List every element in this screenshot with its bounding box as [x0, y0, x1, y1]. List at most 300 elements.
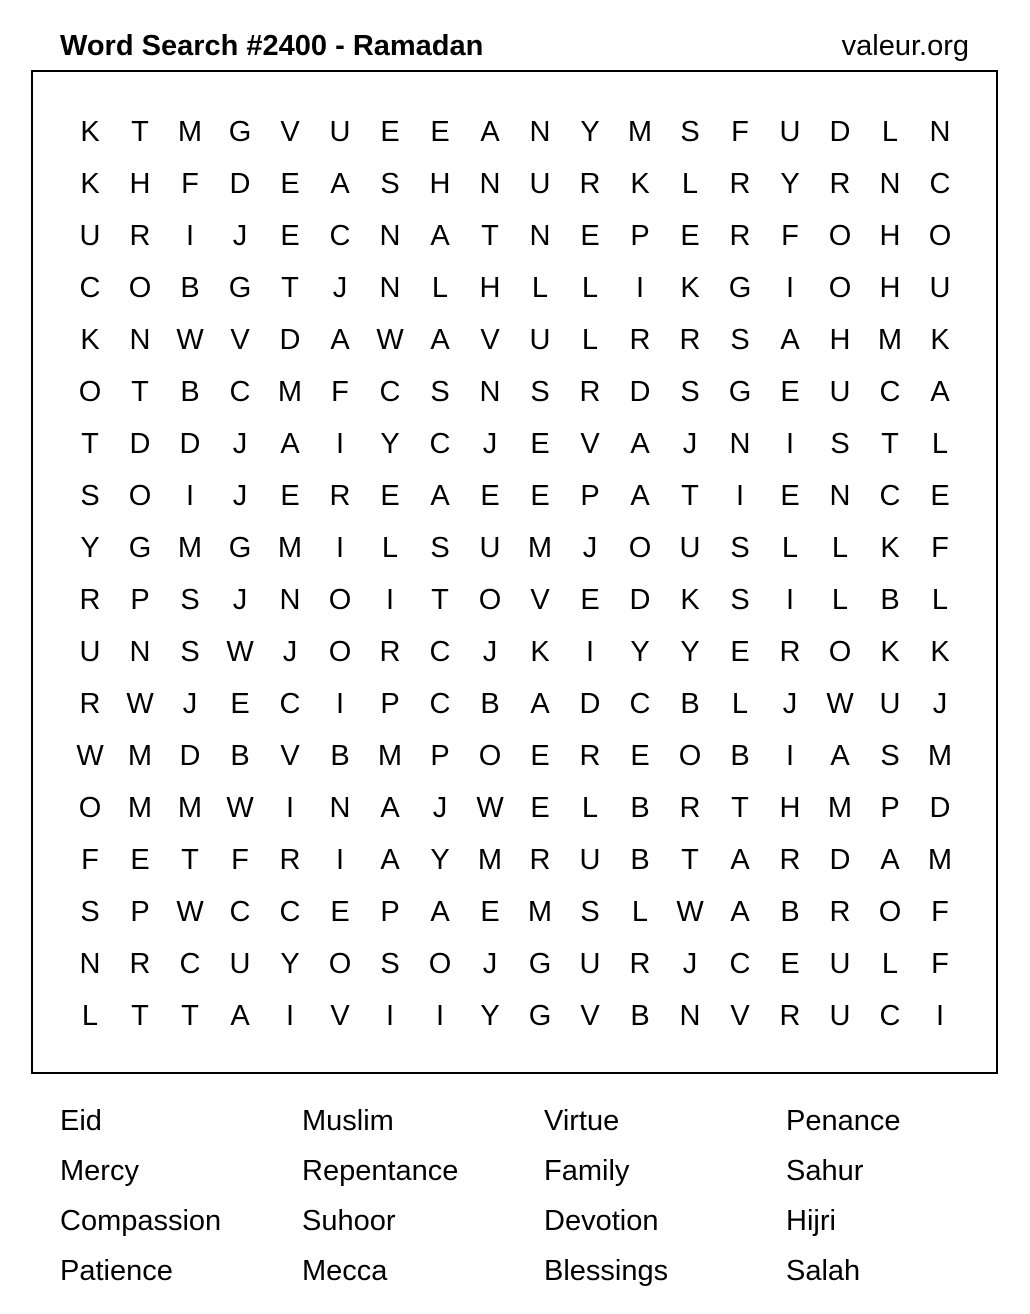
grid-letter: L [531, 272, 549, 304]
word-list-item: Muslim [302, 1105, 394, 1137]
grid-letter: M [177, 792, 203, 824]
grid-letter: T [181, 1000, 199, 1032]
grid-letter: D [579, 688, 601, 720]
grid-letter: P [380, 688, 400, 720]
grid-letter: Y [430, 844, 450, 876]
grid-letter: C [279, 688, 301, 720]
grid-letter: V [230, 324, 250, 356]
letter-grid [65, 106, 965, 1042]
grid-letter: V [280, 116, 300, 148]
grid-letter: M [277, 376, 303, 408]
grid-letter: Y [380, 428, 400, 460]
grid-letter: C [179, 948, 201, 980]
grid-letter: A [430, 480, 450, 512]
grid-letter: W [676, 896, 704, 928]
grid-letter: O [328, 636, 352, 668]
grid-letter: P [630, 220, 650, 252]
grid-letter: E [280, 168, 300, 200]
grid-letter: S [430, 532, 450, 564]
grid-letter: W [476, 792, 504, 824]
grid-letter: A [930, 376, 950, 408]
grid-letter: T [881, 428, 899, 460]
word-list-item: Mercy [60, 1155, 139, 1187]
grid-letter: E [780, 480, 800, 512]
grid-letter: M [127, 740, 153, 772]
grid-letter: C [879, 480, 901, 512]
grid-letter: A [380, 792, 400, 824]
grid-letter: Y [780, 168, 800, 200]
grid-letter: K [930, 636, 950, 668]
grid-letter: E [530, 480, 550, 512]
grid-letter: H [129, 168, 151, 200]
grid-letter: R [829, 168, 851, 200]
grid-letter: O [828, 272, 852, 304]
grid-letter: T [131, 116, 149, 148]
grid-letter: Y [580, 116, 600, 148]
grid-letter: I [435, 1000, 445, 1032]
grid-letter: A [730, 844, 750, 876]
grid-letter: R [529, 844, 551, 876]
grid-letter: S [680, 376, 700, 408]
grid-letter: P [130, 584, 150, 616]
grid-letter: G [528, 1000, 552, 1032]
grid-letter: J [432, 792, 448, 824]
grid-letter: U [829, 948, 851, 980]
grid-letter: M [527, 896, 553, 928]
grid-letter: L [581, 792, 599, 824]
grid-letter: K [880, 532, 900, 564]
word-list-item: Family [544, 1155, 630, 1187]
grid-letter: I [385, 584, 395, 616]
grid-letter: R [579, 740, 601, 772]
grid-letter: C [729, 948, 751, 980]
grid-letter: R [679, 324, 701, 356]
grid-letter: T [281, 272, 299, 304]
grid-letter: J [232, 584, 248, 616]
grid-letter: T [131, 1000, 149, 1032]
grid-letter: A [730, 896, 750, 928]
grid-letter: R [779, 844, 801, 876]
grid-letter: N [379, 220, 401, 252]
grid-letter: F [81, 844, 99, 876]
grid-letter: N [929, 116, 951, 148]
grid-letter: J [482, 428, 498, 460]
grid-letter: I [785, 272, 795, 304]
grid-letter: I [785, 584, 795, 616]
grid-letter: I [335, 844, 345, 876]
grid-letter: R [579, 376, 601, 408]
grid-letter: U [929, 272, 951, 304]
grid-letter: A [830, 740, 850, 772]
grid-letter: K [80, 168, 100, 200]
grid-letter: Y [80, 532, 100, 564]
grid-letter: J [232, 220, 248, 252]
grid-letter: C [879, 1000, 901, 1032]
grid-letter: A [380, 844, 400, 876]
grid-letter: T [681, 480, 699, 512]
grid-letter: F [931, 948, 949, 980]
grid-letter: U [79, 220, 101, 252]
grid-letter: U [529, 324, 551, 356]
grid-letter: C [229, 376, 251, 408]
grid-letter: I [935, 1000, 945, 1032]
word-list-item: Virtue [544, 1105, 620, 1137]
grid-letter: F [931, 896, 949, 928]
grid-letter: I [385, 1000, 395, 1032]
grid-letter: S [80, 896, 100, 928]
grid-letter: K [630, 168, 650, 200]
word-list-item: Salah [786, 1255, 861, 1287]
grid-letter: I [285, 1000, 295, 1032]
grid-letter: U [79, 636, 101, 668]
word-list-item: Sahur [786, 1155, 864, 1187]
grid-letter: G [128, 532, 152, 564]
grid-letter: F [181, 168, 199, 200]
grid-letter: J [932, 688, 948, 720]
grid-letter: S [680, 116, 700, 148]
grid-letter: I [185, 220, 195, 252]
grid-letter: B [780, 896, 800, 928]
grid-letter: L [631, 896, 649, 928]
grid-letter: J [782, 688, 798, 720]
grid-letter: B [480, 688, 500, 720]
grid-letter: A [480, 116, 500, 148]
grid-letter: H [829, 324, 851, 356]
grid-letter: S [180, 636, 200, 668]
grid-letter: N [79, 948, 101, 980]
grid-letter: T [481, 220, 499, 252]
grid-letter: C [429, 688, 451, 720]
grid-letter: I [335, 688, 345, 720]
grid-letter: O [78, 792, 102, 824]
grid-letter: V [580, 428, 600, 460]
grid-letter: D [229, 168, 251, 200]
grid-letter: A [280, 428, 300, 460]
grid-letter: J [482, 636, 498, 668]
grid-letter: E [530, 792, 550, 824]
grid-letter: S [430, 376, 450, 408]
grid-letter: O [828, 636, 852, 668]
grid-letter: G [228, 272, 252, 304]
grid-letter: F [731, 116, 749, 148]
grid-letter: J [182, 688, 198, 720]
grid-letter: B [680, 688, 700, 720]
grid-letter: N [129, 636, 151, 668]
grid-letter: J [232, 428, 248, 460]
grid-letter: E [630, 740, 650, 772]
grid-letter: A [780, 324, 800, 356]
grid-letter: M [377, 740, 403, 772]
word-list-item: Blessings [544, 1255, 669, 1287]
grid-letter: Y [280, 948, 300, 980]
grid-letter: L [781, 532, 799, 564]
grid-letter: U [829, 376, 851, 408]
grid-letter: D [629, 376, 651, 408]
grid-letter: O [478, 584, 502, 616]
grid-letter: M [177, 116, 203, 148]
grid-letter: F [331, 376, 349, 408]
grid-letter: V [730, 1000, 750, 1032]
grid-letter: S [580, 896, 600, 928]
grid-letter: I [785, 740, 795, 772]
grid-letter: W [76, 740, 104, 772]
grid-letter: C [229, 896, 251, 928]
grid-letter: N [479, 376, 501, 408]
grid-letter: S [180, 584, 200, 616]
word-list-item: Eid [60, 1105, 102, 1137]
grid-letter: O [628, 532, 652, 564]
grid-letter: P [580, 480, 600, 512]
grid-letter: L [581, 272, 599, 304]
grid-letter: O [828, 220, 852, 252]
grid-letter: R [129, 220, 151, 252]
word-list [60, 1096, 986, 1296]
letter-grid-frame [31, 70, 998, 1074]
grid-letter: R [729, 220, 751, 252]
grid-letter: A [430, 220, 450, 252]
grid-letter: C [379, 376, 401, 408]
grid-letter: A [430, 324, 450, 356]
grid-letter: B [230, 740, 250, 772]
grid-letter: N [829, 480, 851, 512]
grid-letter: U [529, 168, 551, 200]
grid-letter: D [279, 324, 301, 356]
grid-letter: L [931, 584, 949, 616]
grid-letter: F [231, 844, 249, 876]
grid-letter: K [930, 324, 950, 356]
grid-letter: O [878, 896, 902, 928]
grid-letter: U [329, 116, 351, 148]
grid-letter: B [330, 740, 350, 772]
grid-letter: M [627, 116, 653, 148]
grid-letter: P [380, 896, 400, 928]
grid-letter: K [680, 272, 700, 304]
grid-letter: B [180, 376, 200, 408]
grid-letter: L [381, 532, 399, 564]
grid-letter: G [228, 116, 252, 148]
grid-letter: U [479, 532, 501, 564]
grid-letter: S [830, 428, 850, 460]
grid-letter: O [928, 220, 952, 252]
grid-letter: O [78, 376, 102, 408]
word-list-item: Mecca [302, 1255, 388, 1287]
grid-letter: S [730, 324, 750, 356]
grid-letter: K [880, 636, 900, 668]
grid-letter: J [482, 948, 498, 980]
grid-letter: J [582, 532, 598, 564]
grid-letter: T [431, 584, 449, 616]
grid-letter: I [785, 428, 795, 460]
grid-letter: N [279, 584, 301, 616]
grid-letter: R [379, 636, 401, 668]
grid-letter: Y [630, 636, 650, 668]
grid-letter: L [931, 428, 949, 460]
grid-letter: U [879, 688, 901, 720]
grid-letter: A [630, 428, 650, 460]
grid-letter: C [629, 688, 651, 720]
grid-letter: E [230, 688, 250, 720]
grid-letter: E [380, 480, 400, 512]
grid-letter: E [430, 116, 450, 148]
grid-letter: V [280, 740, 300, 772]
grid-letter: J [682, 948, 698, 980]
grid-letter: H [479, 272, 501, 304]
grid-letter: N [729, 428, 751, 460]
grid-letter: M [827, 792, 853, 824]
grid-letter: O [328, 948, 352, 980]
grid-letter: B [630, 792, 650, 824]
grid-letter: R [329, 480, 351, 512]
grid-letter: I [335, 428, 345, 460]
grid-letter: T [131, 376, 149, 408]
grid-letter: A [330, 168, 350, 200]
grid-letter: D [629, 584, 651, 616]
grid-letter: T [731, 792, 749, 824]
grid-letter: J [232, 480, 248, 512]
grid-letter: H [429, 168, 451, 200]
grid-letter: M [127, 792, 153, 824]
grid-letter: A [630, 480, 650, 512]
grid-letter: A [530, 688, 550, 720]
grid-letter: R [829, 896, 851, 928]
grid-letter: D [179, 740, 201, 772]
grid-letter: R [79, 584, 101, 616]
grid-letter: E [730, 636, 750, 668]
grid-letter: R [629, 324, 651, 356]
grid-letter: C [79, 272, 101, 304]
grid-letter: M [877, 324, 903, 356]
grid-letter: W [376, 324, 404, 356]
grid-letter: E [930, 480, 950, 512]
grid-letter: U [829, 1000, 851, 1032]
grid-letter: W [226, 792, 254, 824]
grid-letter: E [580, 220, 600, 252]
grid-letter: D [829, 116, 851, 148]
grid-letter: A [330, 324, 350, 356]
word-list-item: Repentance [302, 1155, 459, 1187]
word-list-item: Suhoor [302, 1205, 396, 1237]
grid-letter: N [679, 1000, 701, 1032]
grid-letter: D [829, 844, 851, 876]
grid-letter: C [329, 220, 351, 252]
grid-letter: L [881, 116, 899, 148]
grid-letter: C [879, 376, 901, 408]
word-list-item: Penance [786, 1105, 901, 1137]
grid-letter: R [679, 792, 701, 824]
grid-letter: P [430, 740, 450, 772]
grid-letter: N [529, 220, 551, 252]
grid-letter: E [280, 220, 300, 252]
word-list-item: Devotion [544, 1205, 659, 1237]
grid-letter: U [779, 116, 801, 148]
grid-letter: U [229, 948, 251, 980]
grid-letter: R [779, 1000, 801, 1032]
grid-letter: N [129, 324, 151, 356]
grid-letter: U [579, 948, 601, 980]
grid-letter: L [831, 532, 849, 564]
grid-letter: I [285, 792, 295, 824]
grid-letter: M [177, 532, 203, 564]
puzzle-title: Word Search #2400 - Ramadan [60, 30, 484, 62]
grid-letter: R [579, 168, 601, 200]
grid-letter: D [929, 792, 951, 824]
grid-letter: E [530, 428, 550, 460]
word-list-item: Compassion [60, 1205, 222, 1237]
grid-letter: M [277, 532, 303, 564]
grid-letter: B [630, 1000, 650, 1032]
grid-letter: R [729, 168, 751, 200]
grid-letter: Y [680, 636, 700, 668]
word-list-item: Hijri [786, 1205, 836, 1237]
grid-letter: R [279, 844, 301, 876]
grid-letter: E [280, 480, 300, 512]
grid-letter: N [879, 168, 901, 200]
grid-letter: S [530, 376, 550, 408]
grid-letter: F [931, 532, 949, 564]
grid-letter: O [478, 740, 502, 772]
grid-letter: E [780, 376, 800, 408]
site-name: valeur.org [841, 30, 969, 62]
grid-letter: E [680, 220, 700, 252]
grid-letter: I [335, 532, 345, 564]
grid-letter: J [682, 428, 698, 460]
grid-letter: R [629, 948, 651, 980]
grid-letter: C [279, 896, 301, 928]
grid-letter: H [879, 220, 901, 252]
grid-letter: E [480, 896, 500, 928]
grid-letter: U [579, 844, 601, 876]
grid-letter: R [779, 636, 801, 668]
grid-letter: D [129, 428, 151, 460]
grid-letter: S [730, 584, 750, 616]
grid-letter: K [80, 116, 100, 148]
grid-letter: V [530, 584, 550, 616]
grid-letter: L [731, 688, 749, 720]
grid-letter: G [728, 272, 752, 304]
grid-letter: B [880, 584, 900, 616]
grid-letter: T [81, 428, 99, 460]
grid-letter: O [428, 948, 452, 980]
grid-letter: O [678, 740, 702, 772]
grid-letter: K [680, 584, 700, 616]
grid-letter: C [429, 428, 451, 460]
grid-letter: O [328, 584, 352, 616]
grid-letter: T [681, 844, 699, 876]
grid-letter: W [176, 896, 204, 928]
grid-letter: Y [480, 1000, 500, 1032]
grid-letter: B [730, 740, 750, 772]
grid-letter: S [880, 740, 900, 772]
grid-letter: D [179, 428, 201, 460]
grid-letter: J [282, 636, 298, 668]
grid-letter: L [81, 1000, 99, 1032]
grid-letter: W [176, 324, 204, 356]
grid-letter: F [781, 220, 799, 252]
grid-letter: H [879, 272, 901, 304]
grid-letter: R [129, 948, 151, 980]
grid-letter: B [180, 272, 200, 304]
grid-letter: E [130, 844, 150, 876]
grid-letter: H [779, 792, 801, 824]
grid-letter: S [380, 948, 400, 980]
grid-letter: S [80, 480, 100, 512]
grid-letter: A [230, 1000, 250, 1032]
grid-letter: P [130, 896, 150, 928]
grid-letter: M [527, 532, 553, 564]
grid-letter: V [580, 1000, 600, 1032]
grid-letter: R [79, 688, 101, 720]
grid-letter: I [585, 636, 595, 668]
